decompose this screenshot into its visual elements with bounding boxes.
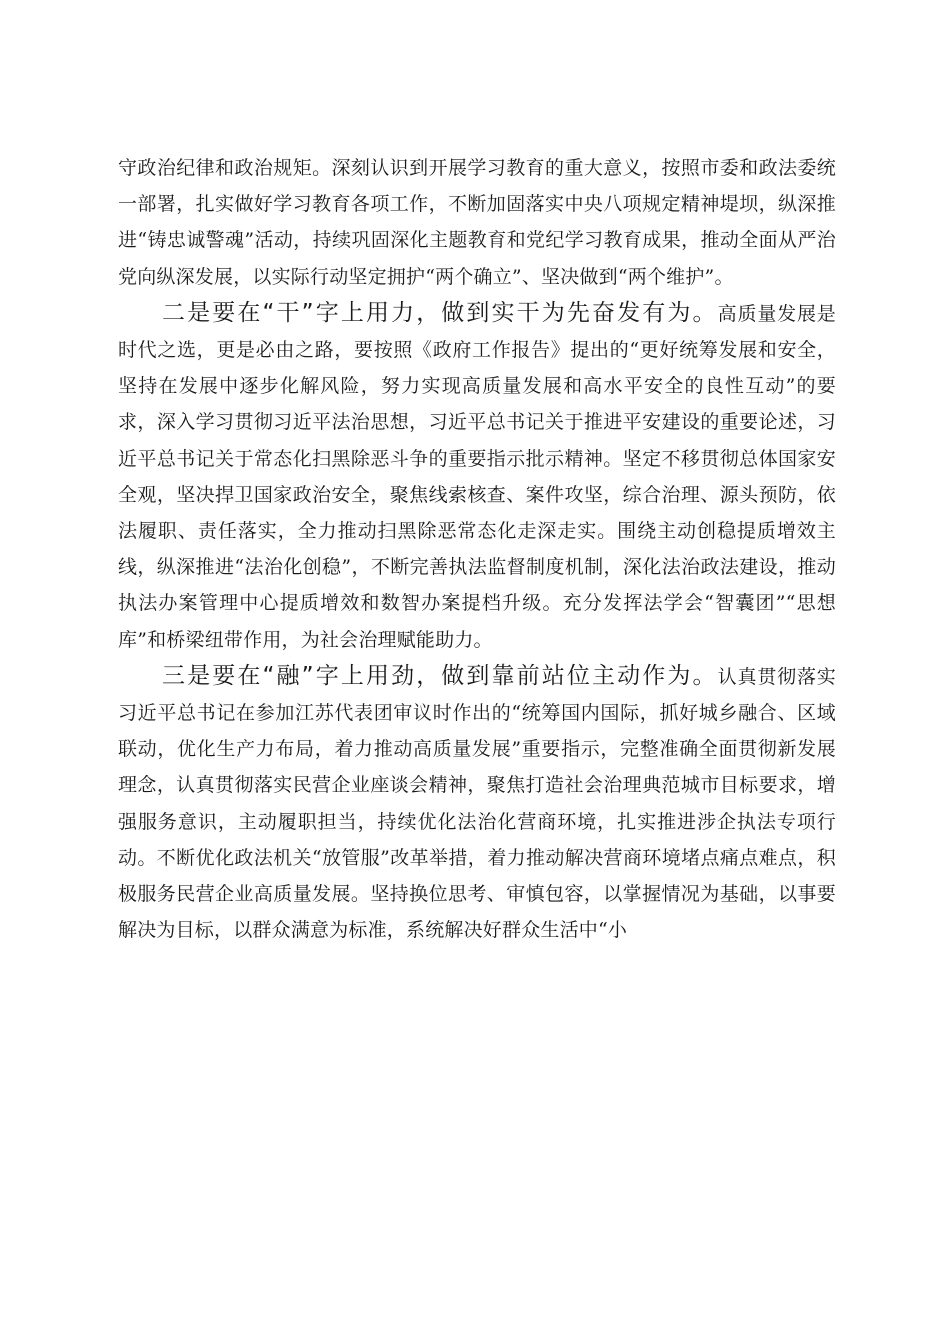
paragraph-3 [118,658,836,949]
paragraph-3-heading: 三是要在“融”字上用劲，做到靠前站位主动作为。 [162,662,718,689]
paragraph-3-body: 认真贯彻落实习近平总书记在参加江苏代表团审议时作出的“统筹国内国际，抓好城乡融合、区域联动，优化生产力布局，着力推动高质量发展”重要指示，完整准确全面贯彻新发展理念，认真贯彻落实民营企业座谈会精神，聚焦打造社会治理典范城市目标要求，增强服务意识，主动履职担当，持续优化法治化营商环境，扎实推进涉企执法专项行动。不断优化政法机关“放管服”改革举措，着力推动解决营商环境堵点痛点难点，积极服务民营企业高质量发展。坚持换位思考、审慎包容，以掌握情况为基础，以事要解决为目标，以群众满意为标准，系统解决好群众生活中“小 [118,665,836,942]
paragraph-2 [118,295,836,658]
paragraph-2-heading: 二是要在“干”字上用力，做到实干为先奋发有为。 [162,299,718,326]
paragraph-1-body: 守政治纪律和政治规矩。深刻认识到开展学习教育的重大意义，按照市委和政法委统一部署，扎实做好学习教育各项工作，不断加固落实中央八项规定精神堤坝，纵深推进“铸忠诚警魂”活动，持续巩固深化主题教育和党纪学习教育成果，推动全面从严治党向纵深发展，以实际行动坚定拥护“两个确立”、坚决做到“两个维护”。 [118,157,836,288]
document-page [118,150,836,948]
paragraph-1 [118,150,836,295]
paragraph-2-body: 高质量发展是时代之选，更是必由之路，要按照《政府工作报告》提出的“更好统筹发展和安全，坚持在发展中逐步化解风险，努力实现高质量发展和高水平安全的良性互动”的要求，深入学习贯彻习近平法治思想，习近平总书记关于推进平安建设的重要论述，习近平总书记关于常态化扫黑除恶斗争的重要指示批示精神。坚定不移贯彻总体国家安全观，坚决捍卫国家政治安全，聚焦线索核查、案件攻坚，综合治理、源头预防，依法履职、责任落实，全力推动扫黑除恶常态化走深走实。围绕主动创稳提质增效主线，纵深推进“法治化创稳”，不断完善执法监督制度机制，深化法治政法建设，推动执法办案管理中心提质增效和数智办案提档升级。充分发挥法学会“智囊团”“思想库”和桥梁纽带作用，为社会治理赋能助力。 [118,302,836,651]
